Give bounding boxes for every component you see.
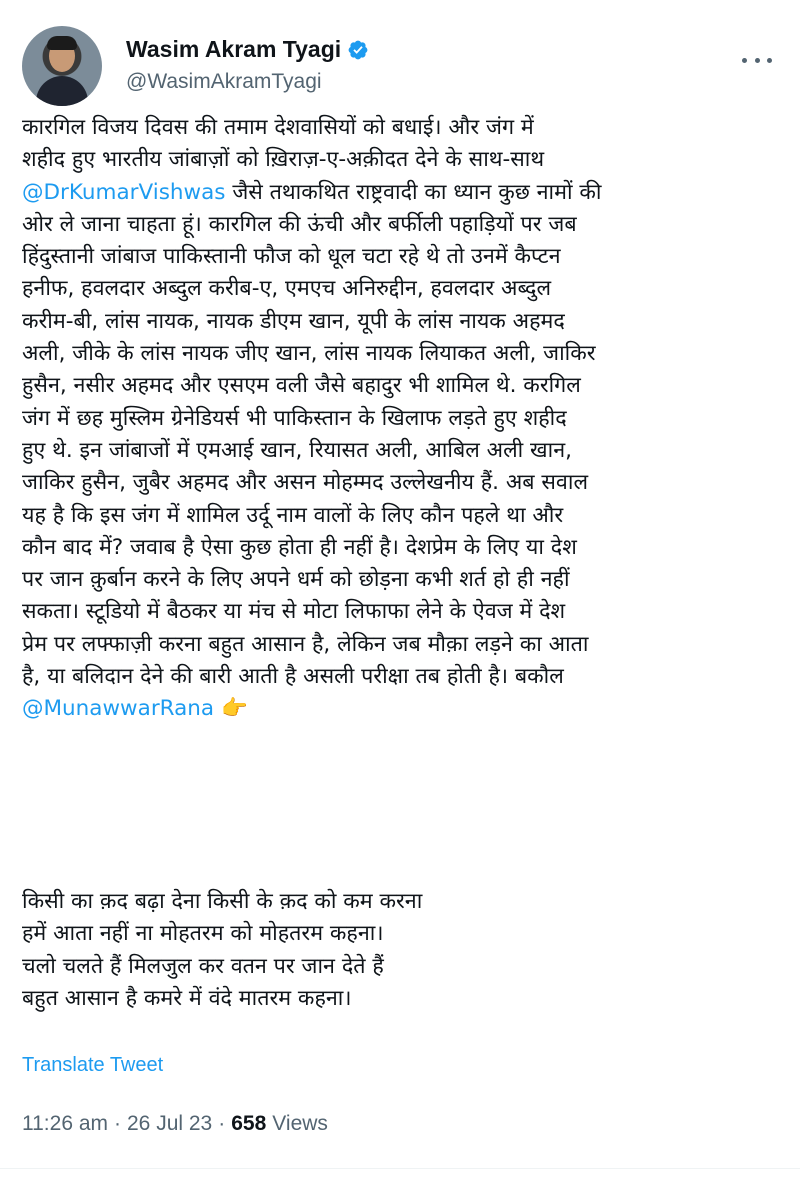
tweet-text	[22, 112, 792, 726]
meta-separator: ·	[114, 1112, 121, 1135]
tweet-text-line	[22, 661, 792, 693]
tweet-meta	[22, 1112, 328, 1136]
tweet-text-segment: सकता। स्टूडियो में बैठकर या मंच से मोटा लिफाफा लेने के ऐवज में देश	[22, 599, 566, 625]
more-dot	[742, 58, 747, 63]
tweet-text-line	[22, 403, 792, 435]
tweet-text-segment: है, या बलिदान देने की बारी आती है असली परीक्षा तब होती है। बकौल	[22, 664, 564, 690]
verified-badge-icon	[347, 39, 369, 61]
tweet-text-line	[22, 177, 792, 209]
tweet-text-segment: जाकिर हुसैन, जुबैर अहमद और असन मोहम्मद उल्लेखनीय हैं. अब सवाल	[22, 470, 589, 496]
tweet-text-segment: प्रेम पर लफ्फाज़ी करना बहुत आसान है, लेकिन जब मौक़ा लड़ने का आता	[22, 631, 589, 657]
tweet-text-line	[22, 209, 792, 241]
tweet-text-line	[22, 306, 792, 338]
tweet-text-segment: हिंदुस्तानी जांबाज पाकिस्तानी फौज को धूल चटा रहे थे तो उनमें कैप्टन	[22, 244, 561, 270]
mention-link[interactable]: @DrKumarVishwas	[22, 179, 226, 205]
tweet-text-line	[22, 435, 792, 467]
tweet-text-segment: यह है कि इस जंग में शामिल उर्दू नाम वालों के लिए कौन पहले था और	[22, 502, 564, 528]
name-row	[126, 36, 369, 63]
tweet-text-line	[22, 629, 792, 661]
tweet-text-line	[22, 273, 792, 305]
poem-line: हमें आता नहीं ना मोहतरम को मोहतरम कहना।	[22, 921, 384, 947]
tweet-poem	[22, 886, 782, 1015]
tweet-text-line	[22, 338, 792, 370]
avatar-hair	[47, 36, 77, 50]
tweet-text-segment: हुसैन, नसीर अहमद और एसएम वली जैसे बहादुर भी शामिल थे. करगिल	[22, 373, 581, 399]
avatar-shirt	[36, 76, 88, 106]
tweet-text-segment: जैसे तथाकथित राष्ट्रवादी का ध्यान कुछ नामों की	[225, 179, 602, 205]
tweet-text-segment: करीम-बी, लांस नायक, नायक डीएम खान, यूपी के लांस नायक अहमद	[22, 308, 565, 334]
tweet-text-line	[22, 500, 792, 532]
poem-line: बहुत आसान है कमरे में वंदे मातरम कहना।	[22, 985, 352, 1011]
tweet-text-line	[22, 596, 792, 628]
tweet-text-line	[22, 112, 792, 144]
tweet-text-line	[22, 693, 792, 725]
tweet-text-segment: अली, जीके के लांस नायक जीए खान, लांस नायक लियाकत अली, जाकिर	[22, 341, 596, 367]
tweet-text-segment: हुए थे. इन जांबाजों में एमआई खान, रियासत अली, आबिल अली खान,	[22, 437, 572, 463]
views-count: 658	[231, 1112, 267, 1135]
tweet-text-line	[22, 467, 792, 499]
meta-separator: ·	[218, 1112, 226, 1135]
avatar[interactable]	[22, 26, 102, 106]
tweet-text-line	[22, 564, 792, 596]
poem-line: चलो चलते हैं मिलजुल कर वतन पर जान देते हैं	[22, 953, 384, 979]
views-label: Views	[272, 1112, 328, 1135]
author-display-name[interactable]: Wasim Akram Tyagi	[126, 36, 342, 62]
mention-link[interactable]: @MunawwarRana	[22, 696, 215, 722]
tweet-header	[22, 26, 778, 110]
author-handle[interactable]: @WasimAkramTyagi	[126, 70, 322, 93]
tweet-text-segment: हनीफ, हवलदार अब्दुल करीब-ए, एमएच अनिरुद्दीन, हवलदार अब्दुल	[22, 276, 552, 302]
tweet-text-line	[22, 532, 792, 564]
tweet-text-segment: कौन बाद में? जवाब है ऐसा कुछ होता ही नहीं है। देशप्रेम के लिए या देश	[22, 534, 577, 560]
tweet-text-segment: 👉	[214, 696, 248, 722]
tweet-text-line	[22, 241, 792, 273]
poem-line: किसी का क़द बढ़ा देना किसी के क़द को कम करना	[22, 889, 423, 914]
more-dot	[755, 58, 760, 63]
tweet-date[interactable]: 26 Jul 23	[127, 1112, 213, 1135]
divider	[0, 1168, 800, 1169]
tweet-text-segment: कारगिल विजय दिवस की तमाम देशवासियों को बधाई। और जंग में	[22, 115, 534, 140]
tweet-text-segment: पर जान क़ुर्बान करने के लिए अपने धर्म को छोड़ना कभी शर्त हो ही नहीं	[22, 567, 570, 593]
more-options-icon[interactable]	[742, 50, 772, 70]
translate-tweet-link[interactable]: Translate Tweet	[22, 1054, 164, 1076]
tweet-text-segment: शहीद हुए भारतीय जांबाज़ों को ख़िराज़-ए-अक़ीदत देने के साथ-साथ	[22, 147, 545, 173]
tweet-text-segment: ओर ले जाना चाहता हूं। कारगिल की ऊंची और बर्फीली पहाड़ियों पर जब	[22, 211, 577, 237]
tweet-text-segment: जंग में छह मुस्लिम ग्रेनेडियर्स भी पाकिस्तान के खिलाफ लड़ते हुए शहीद	[22, 405, 567, 431]
more-dot	[767, 58, 772, 63]
tweet-text-line	[22, 144, 792, 176]
tweet-time[interactable]: 11:26 am	[22, 1112, 108, 1135]
tweet-text-line	[22, 370, 792, 402]
